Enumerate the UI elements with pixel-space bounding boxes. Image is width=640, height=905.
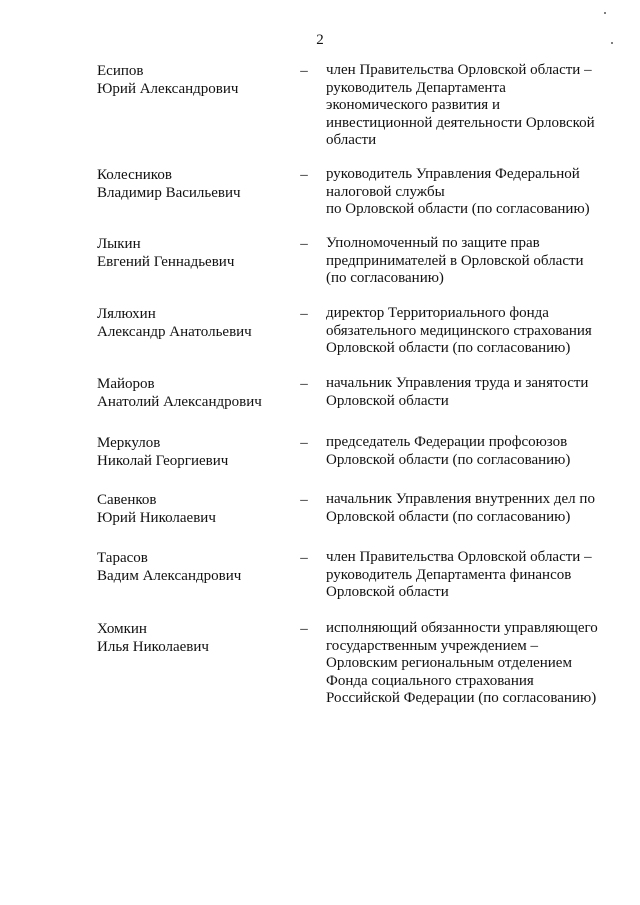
role-line: Орловской области (по согласованию)	[326, 508, 571, 525]
role-line: (по согласованию)	[326, 270, 444, 287]
member-name	[97, 620, 287, 656]
member-surname: Тарасов	[97, 550, 148, 566]
member-surname: Меркулов	[97, 435, 161, 451]
member-surname: Лялюхин	[97, 306, 156, 322]
role-line: Орловской области (по согласованию)	[326, 451, 571, 468]
role-line: Уполномоченный по защите прав	[326, 235, 540, 251]
scan-speck	[604, 12, 606, 14]
role-line: Орловской области	[326, 392, 449, 409]
role-line: предпринимателей в Орловской области	[326, 252, 584, 269]
role-line: Фонда социального страхования	[326, 672, 534, 689]
member-surname: Майоров	[97, 376, 155, 392]
role-line: член Правительства Орловской области –	[326, 62, 592, 78]
role-line: руководитель Департамента	[326, 79, 506, 96]
member-role	[326, 235, 602, 288]
member-given-names: Анатолий Александрович	[97, 394, 262, 410]
member-role	[326, 491, 602, 526]
member-given-names: Александр Анатольевич	[97, 324, 252, 340]
member-name	[97, 166, 287, 202]
role-line: Российской Федерации (по согласованию)	[326, 690, 597, 707]
dash-separator: –	[300, 306, 308, 322]
role-line: Орловской области	[326, 584, 449, 601]
role-line: начальник Управления внутренних дел по	[326, 491, 595, 507]
role-line: государственным учреждением –	[326, 637, 539, 654]
member-name	[97, 235, 287, 271]
member-given-names: Владимир Васильевич	[97, 185, 241, 201]
member-role	[326, 305, 602, 358]
member-role	[326, 434, 602, 469]
role-line: области	[326, 132, 377, 149]
role-line: директор Территориального фонда	[326, 305, 549, 321]
member-role	[326, 375, 602, 410]
member-name	[97, 375, 287, 411]
dash-separator: –	[300, 236, 308, 252]
dash-separator: –	[300, 376, 308, 392]
member-surname: Есипов	[97, 63, 144, 79]
member-surname: Лыкин	[97, 236, 141, 252]
dash-separator: –	[300, 550, 308, 566]
member-given-names: Николай Георгиевич	[97, 453, 229, 469]
role-line: по Орловской области (по согласованию)	[326, 201, 590, 218]
dash-separator: –	[300, 492, 308, 508]
member-given-names: Илья Николаевич	[97, 639, 209, 655]
member-surname: Савенков	[97, 492, 157, 508]
role-line: обязательного медицинского страхования	[326, 322, 592, 339]
member-name	[97, 305, 287, 341]
member-given-names: Юрий Александрович	[97, 81, 239, 97]
role-line: Орловским региональным отделением	[326, 655, 572, 672]
page-number: 2	[316, 32, 324, 48]
member-name	[97, 491, 287, 527]
member-given-names: Юрий Николаевич	[97, 510, 216, 526]
member-name	[97, 549, 287, 585]
member-given-names: Вадим Александрович	[97, 568, 242, 584]
dash-separator: –	[300, 63, 308, 79]
role-line: исполняющий обязанности управляющего	[326, 620, 598, 636]
member-role	[326, 620, 602, 708]
member-role	[326, 62, 602, 150]
dash-separator: –	[300, 621, 308, 637]
role-line: начальник Управления труда и занятости	[326, 375, 589, 391]
member-role	[326, 549, 602, 602]
role-line: руководитель Управления Федеральной	[326, 166, 580, 182]
role-line: экономического развития и	[326, 97, 500, 114]
scan-speck	[611, 42, 613, 44]
role-line: председатель Федерации профсоюзов	[326, 434, 568, 450]
member-surname: Колесников	[97, 167, 172, 183]
dash-separator: –	[300, 167, 308, 183]
member-surname: Хомкин	[97, 621, 147, 637]
role-line: Орловской области (по согласованию)	[326, 340, 571, 357]
member-given-names: Евгений Геннадьевич	[97, 254, 235, 270]
role-line: налоговой службы	[326, 183, 445, 200]
member-role	[326, 166, 602, 219]
dash-separator: –	[300, 435, 308, 451]
member-name	[97, 62, 287, 98]
role-line: руководитель Департамента финансов	[326, 566, 572, 583]
role-line: член Правительства Орловской области –	[326, 549, 592, 565]
role-line: инвестиционной деятельности Орловской	[326, 114, 595, 131]
member-name	[97, 434, 287, 470]
